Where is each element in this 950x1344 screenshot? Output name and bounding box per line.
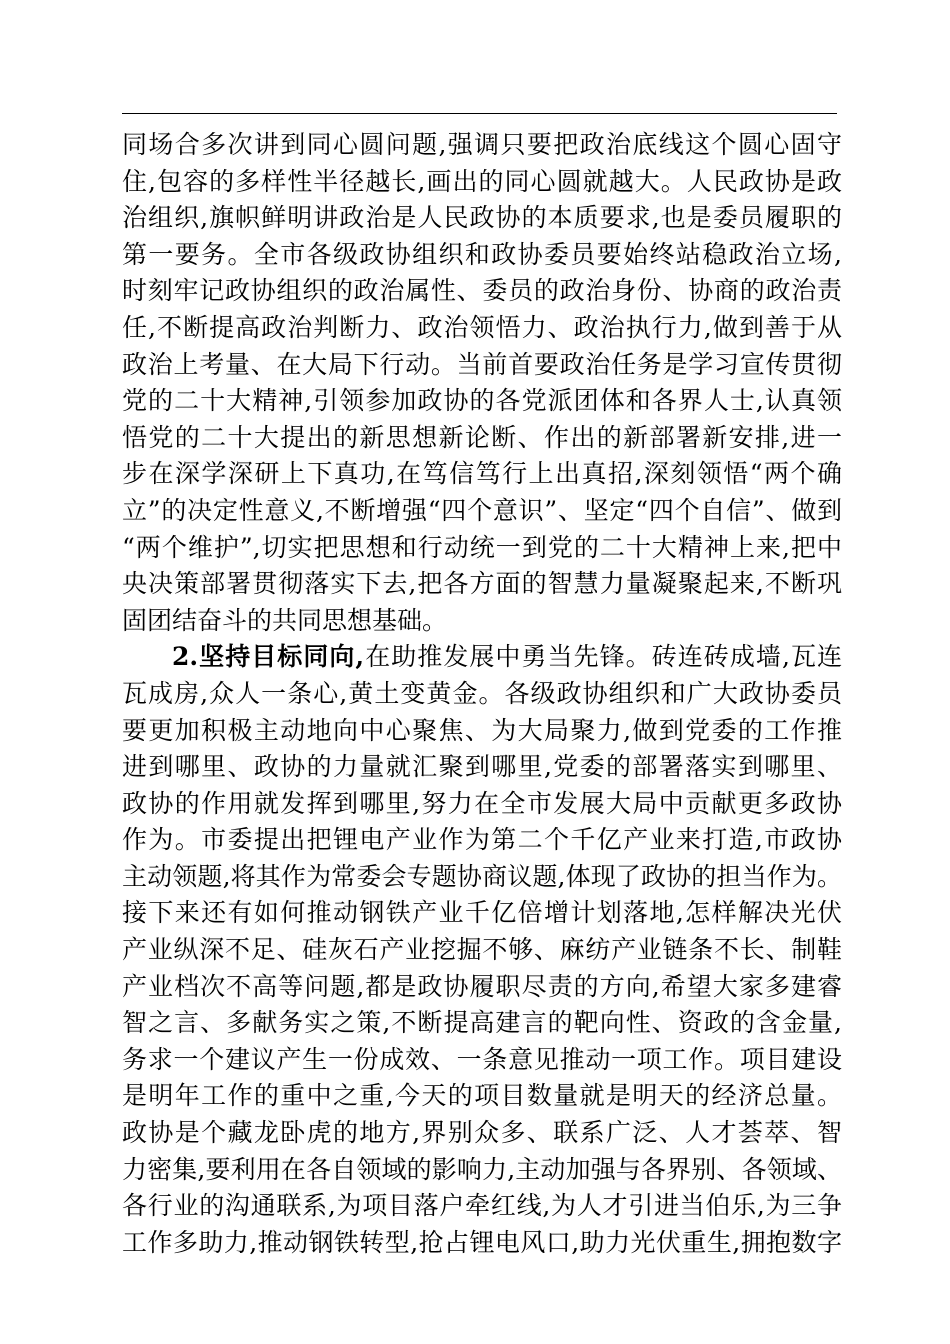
- text-line: 作为。市委提出把锂电产业作为第二个千亿产业来打造,市政协: [122, 825, 842, 855]
- text-line: 立”的决定性意义,不断增强“四个意识”、坚定“四个自信”、做到: [122, 495, 842, 525]
- text-line: 同场合多次讲到同心圆问题,强调只要把政治底线这个圆心固守: [122, 130, 842, 159]
- text-line: 产业纵深不足、硅灰石产业挖掘不够、麻纺产业链条不长、制鞋: [122, 935, 842, 965]
- text-line: 要更加积极主动地向中心聚焦、为大局聚力,做到党委的工作推: [122, 715, 842, 745]
- text-line: 接下来还有如何推动钢铁产业千亿倍增计划落地,怎样解决光伏: [122, 898, 842, 928]
- text-line: 政协是个藏龙卧虎的地方,界别众多、联系广泛、人才荟萃、智: [122, 1118, 842, 1148]
- text-line: 固团结奋斗的共同思想基础。: [122, 605, 448, 635]
- paragraph-2-lead: 2.坚持目标同向,: [172, 642, 365, 672]
- text-line: 悟党的二十大提出的新思想新论断、作出的新部署新安排,进一: [122, 422, 842, 452]
- text-line: 第一要务。全市各级政协组织和政协委员要始终站稳政治立场,: [122, 239, 842, 269]
- paragraph-1: [122, 127, 842, 639]
- text-line: 时刻牢记政协组织的政治属性、委员的政治身份、协商的政治责: [122, 276, 842, 306]
- text-line: 任,不断提高政治判断力、政治领悟力、政治执行力,做到善于从: [122, 312, 842, 342]
- paragraph-2: [122, 639, 842, 1261]
- paragraph-2-first-line: [122, 639, 842, 676]
- text-line: 产业档次不高等问题,都是政协履职尽责的方向,希望大家多建睿: [122, 971, 842, 1001]
- text-line: 治组织,旗帜鲜明讲政治是人民政协的本质要求,也是委员履职的: [122, 203, 842, 233]
- text-line: 工作多助力,推动钢铁转型,抢占锂电风口,助力光伏重生,拥抱数字: [122, 1227, 842, 1257]
- text-line: “两个维护”,切实把思想和行动统一到党的二十大精神上来,把中: [122, 532, 842, 562]
- body-text: [122, 127, 842, 1261]
- text-line: 党的二十大精神,引领参加政协的各党派团体和各界人士,认真领: [122, 386, 842, 416]
- text-line: 政治上考量、在大局下行动。当前首要政治任务是学习宣传贯彻: [122, 349, 842, 379]
- text-line: 主动领题,将其作为常委会专题协商议题,体现了政协的担当作为。: [122, 861, 842, 891]
- text-line: 步在深学深研上下真功,在笃信笃行上出真招,深刻领悟“两个确: [122, 459, 842, 489]
- text-line: 力密集,要利用在各自领域的影响力,主动加强与各界别、各领域、: [122, 1154, 842, 1184]
- header-rule: [122, 113, 837, 114]
- paragraph-2-first-line-rest: 在助推发展中勇当先锋。砖连砖成墙,瓦连: [364, 642, 842, 672]
- text-line: 各行业的沟通联系,为项目落户牵红线,为人才引进当伯乐,为三争: [122, 1191, 842, 1221]
- text-line: 瓦成房,众人一条心,黄土变黄金。各级政协组织和广大政协委员: [122, 678, 842, 708]
- text-line: 央决策部署贯彻落实下去,把各方面的智慧力量凝聚起来,不断巩: [122, 569, 842, 599]
- text-line: 是明年工作的重中之重,今天的项目数量就是明天的经济总量。: [122, 1081, 842, 1111]
- text-line: 务求一个建议产生一份成效、一条意见推动一项工作。项目建设: [122, 1044, 842, 1074]
- text-line: 政协的作用就发挥到哪里,努力在全市发展大局中贡献更多政协: [122, 788, 842, 818]
- text-line: 进到哪里、政协的力量就汇聚到哪里,党委的部署落实到哪里、: [122, 752, 842, 782]
- text-line: 智之言、多献务实之策,不断提高建言的靶向性、资政的含金量,: [122, 1008, 842, 1038]
- text-line: 住,包容的多样性半径越长,画出的同心圆就越大。人民政协是政: [122, 166, 842, 196]
